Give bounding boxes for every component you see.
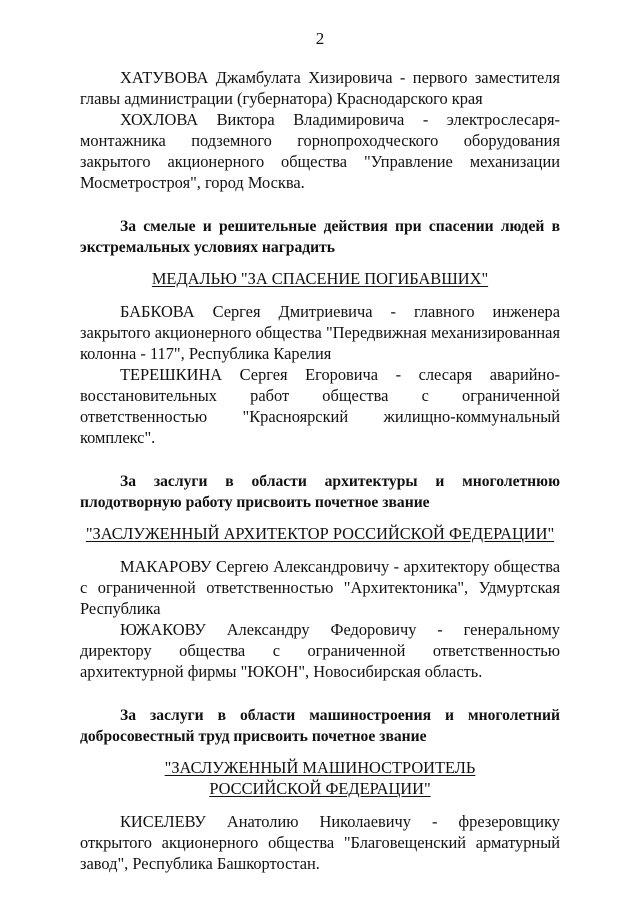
section-heading-rescue: За смелые и решительные действия при спасении людей в экстремальных условиях наградить [80, 218, 560, 256]
spacer [80, 258, 560, 268]
spacer [80, 193, 560, 216]
award-title-machinebuilder-line2: РОССИЙСКОЙ ФЕДЕРАЦИИ" [209, 779, 431, 798]
section-heading-machinebuilding: За заслуги в области машиностроения и многолетний добросовестный труд присвоить почетное звание [80, 707, 560, 745]
award-recipient-paragraph: БАБКОВА Сергея Дмитриевича - главного инженера закрытого акционерного общества "Передвижная механизированная колонна - 117", Республика Карелия [80, 302, 560, 363]
section-heading-architecture: За заслуги в области архитектуры и многолетнюю плодотворную работу присвоить почетное звание [80, 473, 560, 511]
award-title-architect: "ЗАСЛУЖЕННЫЙ АРХИТЕКТОР РОССИЙСКОЙ ФЕДЕРАЦИИ" [85, 524, 555, 543]
page-number: 2 [315, 29, 325, 48]
spacer [80, 544, 560, 556]
spacer [80, 448, 560, 471]
award-recipient-paragraph: МАКАРОВУ Сергею Александровичу - архитектору общества с ограниченной ответственностью "Архитектоника", Удмуртская Республика [80, 557, 560, 618]
award-recipient-paragraph: ТЕРЕШКИНА Сергея Егоровича - слесаря аварийно-восстановительных работ общества с ограниченной ответственностью "Красноярский жилищно-коммунальный комплекс". [80, 365, 560, 447]
award-recipient-paragraph: КИСЕЛЕВУ Анатолию Николаевичу - фрезеровщику открытого акционерного общества "Благовещенский арматурный завод", Республика Башкортостан. [80, 812, 560, 873]
award-recipient-paragraph: ХОХЛОВА Виктора Владимировича - электрослесаря-монтажника подземного горнопроходческого оборудования закрытого акционерного общества "Управление механизации Мосметростроя", город Москва. [80, 110, 560, 192]
document-body [80, 67, 560, 874]
award-recipient-paragraph: ХАТУВОВА Джамбулата Хизировича - первого заместителя главы администрации (губернатора) Краснодарского края [80, 68, 560, 108]
spacer [80, 289, 560, 301]
spacer [80, 747, 560, 757]
spacer [80, 682, 560, 705]
spacer [80, 799, 560, 811]
award-title-medal: МЕДАЛЬЮ "ЗА СПАСЕНИЕ ПОГИБАВШИХ" [151, 269, 489, 288]
award-title-machinebuilder-line1: "ЗАСЛУЖЕННЫЙ МАШИНОСТРОИТЕЛЬ [164, 758, 476, 777]
spacer [80, 513, 560, 523]
award-recipient-paragraph: ЮЖАКОВУ Александру Федоровичу - генеральному директору общества с ограниченной ответственностью архитектурной фирмы "ЮКОН", Новосибирская область. [80, 620, 560, 681]
